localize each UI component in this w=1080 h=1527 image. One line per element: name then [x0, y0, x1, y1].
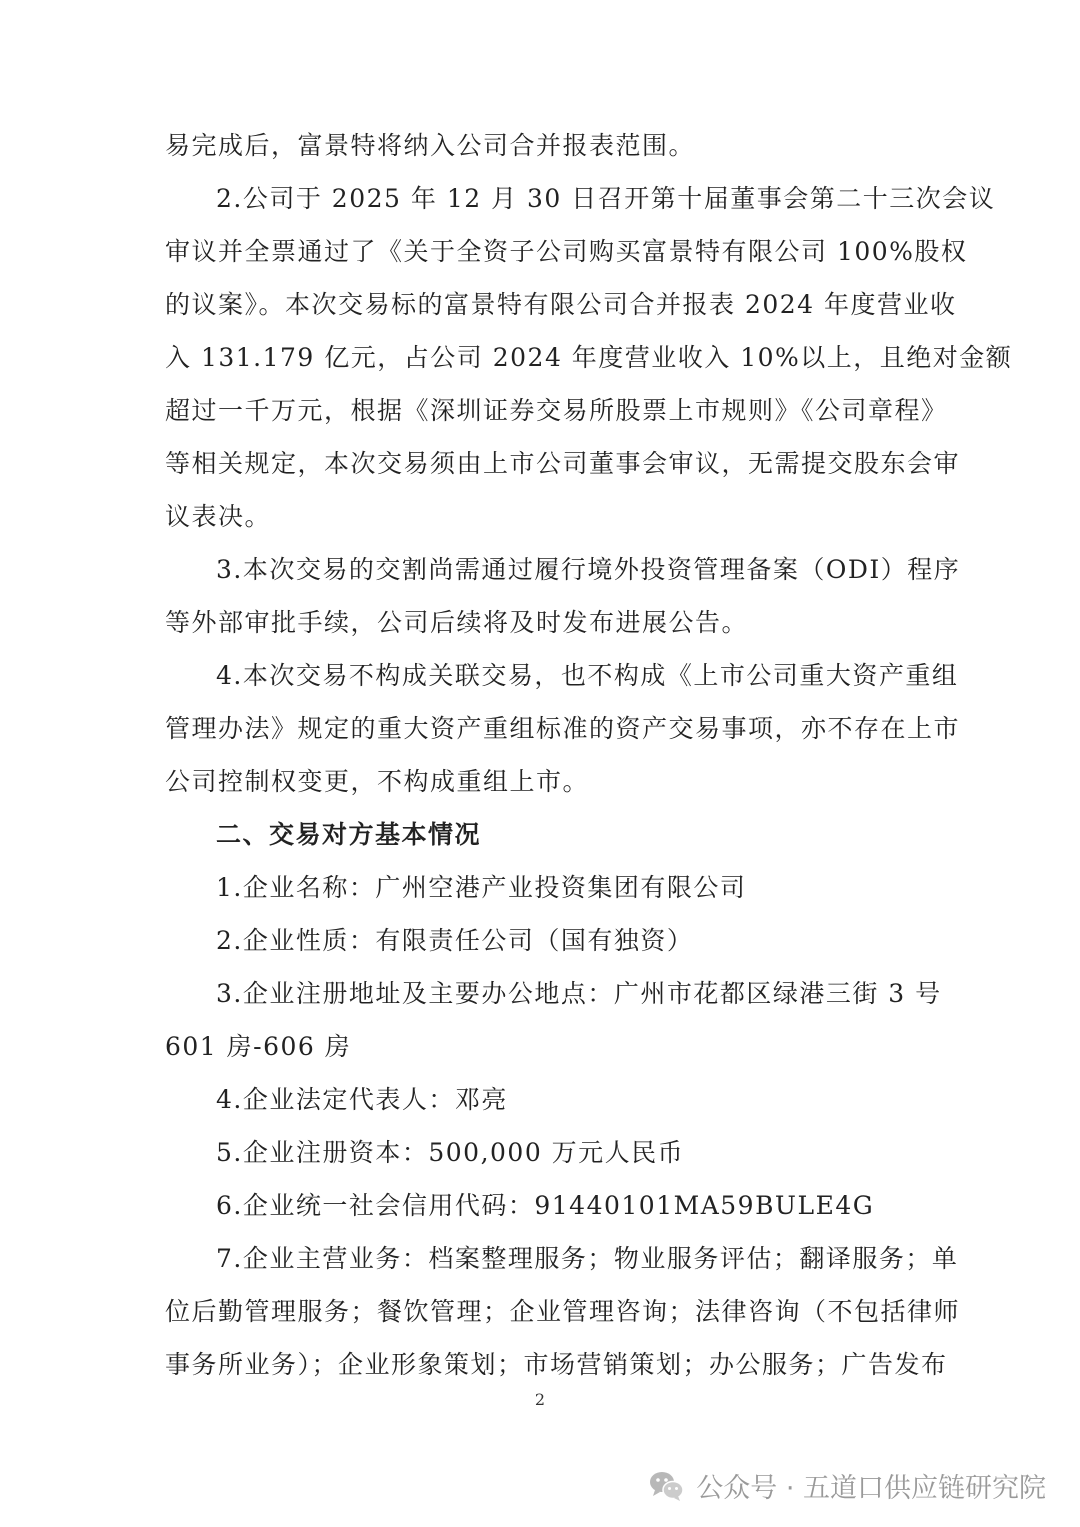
section-heading: 二、交易对方基本情况: [216, 820, 482, 849]
text-line-23: 位后勤管理服务；餐饮管理；企业管理咨询；法律咨询（不包括律师: [165, 1297, 961, 1326]
text-line-12: 管理办法》规定的重大资产重组标准的资产交易事项，亦不存在上市: [165, 714, 961, 743]
watermark: [646, 1465, 1046, 1505]
text-line-20: 5.企业注册资本：500,000 万元人民币: [216, 1138, 685, 1167]
text-line-22: 7.企业主营业务：档案整理服务；物业服务评估；翻译服务；单: [216, 1244, 959, 1273]
text-line-6: 超过一千万元，根据《深圳证券交易所股票上市规则》《公司章程》: [165, 396, 948, 425]
text-line-17: 3.企业注册地址及主要办公地点：广州市花都区绿港三街 3 号: [216, 979, 942, 1008]
wechat-icon: [646, 1465, 686, 1505]
watermark-text: 公众号 · 五道口供应链研究院: [696, 1472, 1046, 1504]
text-line-15: 1.企业名称：广州空港产业投资集团有限公司: [216, 873, 747, 902]
text-line-5: 入 131.179 亿元，占公司 2024 年度营业收入 10%以上，且绝对金额: [165, 343, 1013, 372]
text-line-11: 4.本次交易不构成关联交易，也不构成《上市公司重大资产重组: [216, 661, 959, 690]
text-line-9: 3.本次交易的交割尚需通过履行境外投资管理备案（ODI）程序: [216, 555, 961, 584]
text-line-24: 事务所业务）；企业形象策划；市场营销策划；办公服务；广告发布: [165, 1350, 948, 1379]
text-line-2: 2.公司于 2025 年 12 月 30 日召开第十届董事会第二十三次会议: [216, 184, 996, 213]
page-number: 2: [534, 1390, 546, 1409]
text-line-3: 审议并全票通过了《关于全资子公司购买富景特有限公司 100%股权: [165, 237, 968, 266]
text-line-1: 易完成后，富景特将纳入公司合并报表范围。: [165, 131, 696, 160]
text-line-10: 等外部审批手续，公司后续将及时发布进展公告。: [165, 608, 749, 637]
text-line-13: 公司控制权变更，不构成重组上市。: [165, 767, 590, 796]
text-line-7: 等相关规定，本次交易须由上市公司董事会审议，无需提交股东会审: [165, 449, 961, 478]
text-line-4: 的议案》。本次交易标的富景特有限公司合并报表 2024 年度营业收: [165, 290, 957, 319]
text-line-21: 6.企业统一社会信用代码：91440101MA59BULE4G: [216, 1191, 875, 1220]
text-line-18: 601 房-606 房: [165, 1032, 352, 1061]
text-line-8: 议表决。: [165, 502, 272, 531]
text-line-16: 2.企业性质：有限责任公司（国有独资）: [216, 926, 694, 955]
text-line-19: 4.企业法定代表人：邓亮: [216, 1085, 508, 1114]
